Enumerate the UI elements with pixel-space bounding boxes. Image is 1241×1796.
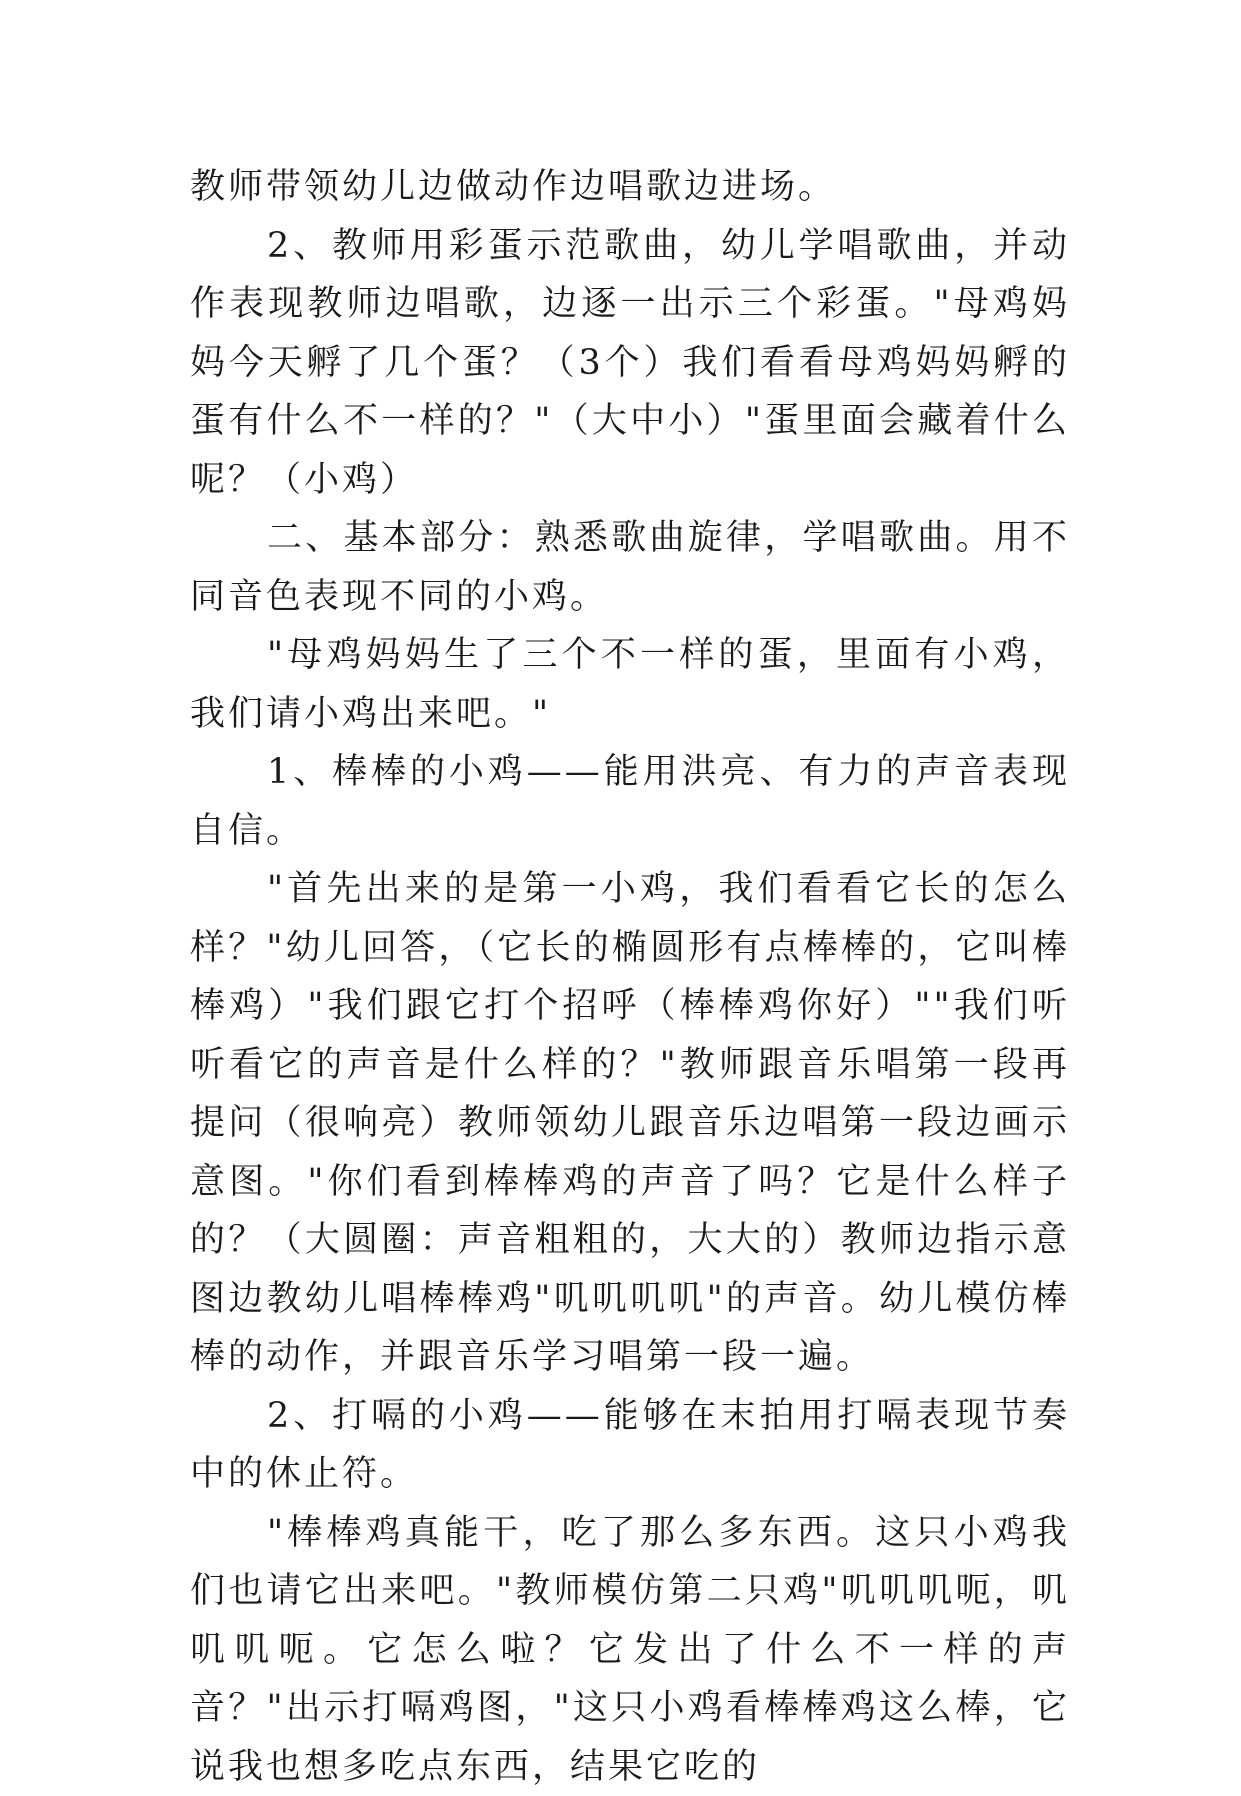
paragraph-invite-chicks: "母鸡妈妈生了三个不一样的蛋，里面有小鸡，我们请小鸡出来吧。": [190, 626, 1070, 743]
document-body: [190, 158, 1070, 1796]
paragraph-bangbang-detail: "首先出来的是第一小鸡，我们看看它长的怎么样？"幼儿回答，（它长的椭圆形有点棒棒的，它叫棒棒鸡）"我们跟它打个招呼（棒棒鸡你好）""我们听听看它的声音是什么样的？"教师跟音乐唱第一段再提问（很响亮）教师领幼儿跟音乐边唱第一段边画示意图。"你们看到棒棒鸡的声音了吗？它是什么样子的？（大圆圈：声音粗粗的，大大的）教师边指示意图边教幼儿唱棒棒鸡"叽叽叽叽"的声音。幼儿模仿棒棒的动作，并跟音乐学习唱第一段一遍。: [190, 860, 1070, 1387]
paragraph-basic-section: 二、基本部分：熟悉歌曲旋律，学唱歌曲。用不同音色表现不同的小鸡。: [190, 509, 1070, 626]
paragraph-bangbang-heading: 1、棒棒的小鸡——能用洪亮、有力的声音表现自信。: [190, 743, 1070, 860]
paragraph-entry: 教师带领幼儿边做动作边唱歌边进场。: [190, 158, 1070, 217]
paragraph-hiccup-heading: 2、打嗝的小鸡——能够在末拍用打嗝表现节奏中的休止符。: [190, 1387, 1070, 1504]
paragraph-demo-song: 2、教师用彩蛋示范歌曲，幼儿学唱歌曲，并动作表现教师边唱歌，边逐一出示三个彩蛋。"母鸡妈妈今天孵了几个蛋？（3个）我们看看母鸡妈妈孵的蛋有什么不一样的？"（大中小）"蛋里面会藏着什么呢？（小鸡）: [190, 217, 1070, 510]
paragraph-hiccup-detail: "棒棒鸡真能干，吃了那么多东西。这只小鸡我们也请它出来吧。"教师模仿第二只鸡"叽叽叽呃，叽叽叽呃。它怎么啦？它发出了什么不一样的声音？"出示打嗝鸡图，"这只小鸡看棒棒鸡这么棒，它说我也想多吃点东西，结果它吃的: [190, 1504, 1070, 1796]
